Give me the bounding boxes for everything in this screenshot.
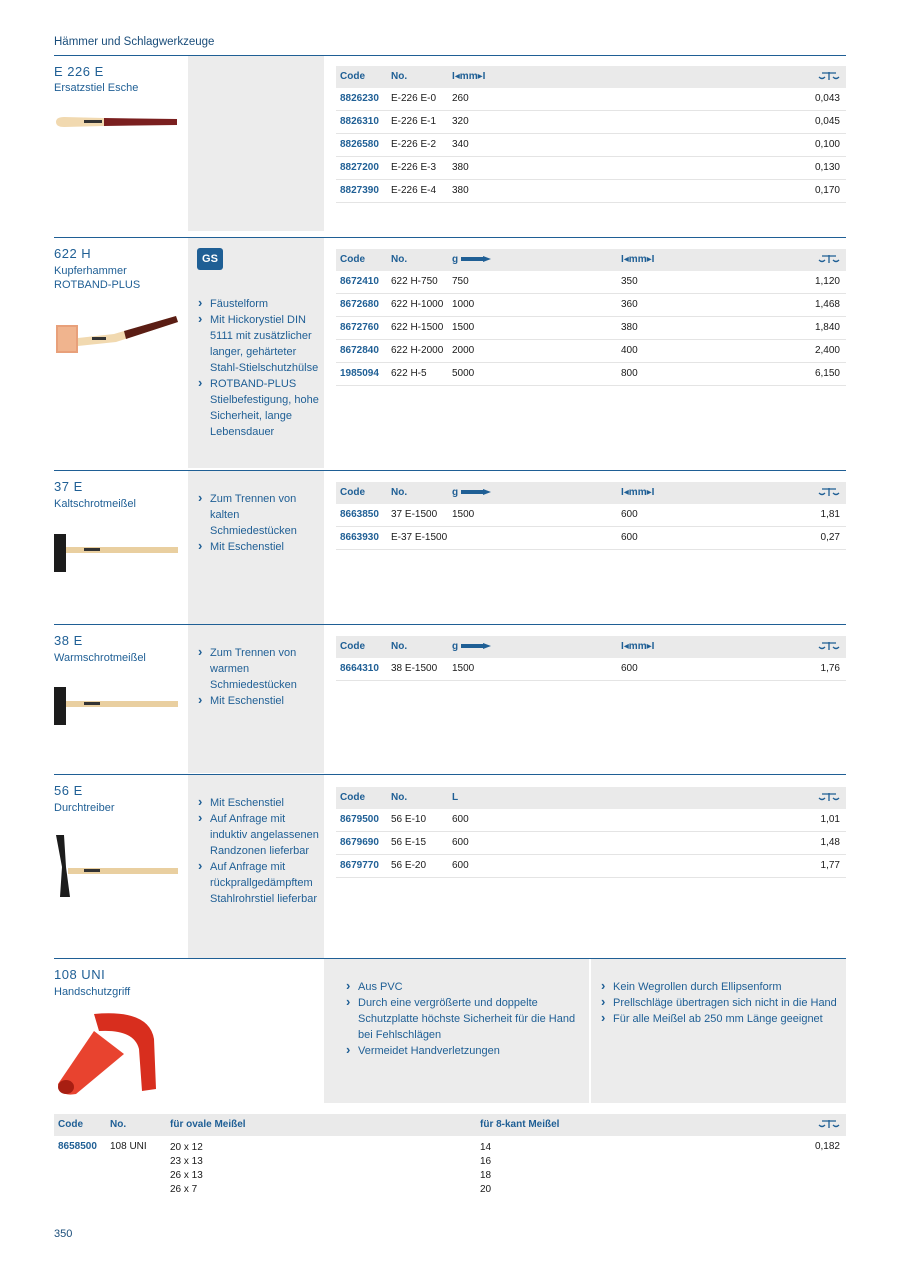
table-row bbox=[336, 271, 846, 294]
table-622h bbox=[336, 249, 846, 386]
cell-code: 8658500 bbox=[58, 1141, 97, 1152]
cell-no: 56 E-10 bbox=[391, 814, 427, 825]
section-title: E 226 E bbox=[54, 64, 104, 79]
col-code: Code bbox=[340, 254, 365, 265]
section-e226 bbox=[54, 55, 846, 231]
table-header bbox=[336, 636, 846, 658]
cell-code: 8826310 bbox=[340, 116, 379, 127]
cell-weight: 0,182 bbox=[814, 1141, 840, 1152]
cell-code: 1985094 bbox=[340, 368, 379, 379]
section-title: 56 E bbox=[54, 783, 83, 798]
feature-item: › Zum Trennen von warmen Schmiedestücken bbox=[198, 645, 323, 693]
chisel-hammer-image bbox=[54, 529, 180, 574]
cell-no: 622 H-750 bbox=[391, 276, 438, 287]
scale-icon bbox=[818, 71, 840, 84]
feature-item: › Für alle Meißel ab 250 mm Länge geeignet bbox=[601, 1011, 841, 1027]
cell-line: 14 bbox=[480, 1142, 492, 1153]
section-subtitle: Kaltschrotmeißel bbox=[54, 498, 136, 510]
cell-no: E-226 E-1 bbox=[391, 116, 437, 127]
cell-l: 600 bbox=[452, 860, 469, 871]
table-row bbox=[336, 88, 846, 111]
col-length: I◂mm▸I bbox=[452, 71, 486, 82]
cell-code: 8672760 bbox=[340, 322, 379, 333]
table-header bbox=[336, 787, 846, 809]
col-code: Code bbox=[340, 792, 365, 803]
feature-item: › Fäustelform bbox=[198, 296, 323, 312]
cell-kg: 1,120 bbox=[814, 276, 840, 287]
col-weight bbox=[452, 641, 491, 652]
col-weight bbox=[452, 487, 491, 498]
section-title: 37 E bbox=[54, 479, 83, 494]
section-108uni bbox=[54, 958, 846, 1203]
col-length: I◂mm▸I bbox=[621, 254, 655, 265]
col-length: I◂mm▸I bbox=[621, 641, 655, 652]
section-subtitle: Ersatzstiel Esche bbox=[54, 82, 139, 94]
section-38e bbox=[54, 624, 846, 773]
feature-item: › Aus PVC bbox=[346, 979, 576, 995]
cell-len: 600 bbox=[621, 532, 638, 543]
feature-item: › Prellschläge übertragen sich nicht in die Hand bbox=[601, 995, 841, 1011]
cell-no: E-37 E-1500 bbox=[391, 532, 448, 543]
cell-kg: 0,170 bbox=[814, 185, 840, 196]
section-subtitle: Handschutzgriff bbox=[54, 986, 131, 998]
cell-code: 8672410 bbox=[340, 276, 379, 287]
cell-code: 8679690 bbox=[340, 837, 379, 848]
feature-list-left bbox=[346, 979, 576, 1059]
cell-len: 600 bbox=[621, 663, 638, 674]
cell-len: 340 bbox=[452, 139, 469, 150]
cell-line: 26 x 7 bbox=[170, 1184, 198, 1195]
table-row bbox=[336, 363, 846, 386]
col-octagon: für 8-kant Meißel bbox=[480, 1119, 560, 1130]
table-header bbox=[336, 249, 846, 271]
cell-code: 8827200 bbox=[340, 162, 379, 173]
col-code: Code bbox=[340, 71, 365, 82]
cell-code: 8679770 bbox=[340, 860, 379, 871]
cell-code: 8826230 bbox=[340, 93, 379, 104]
cell-kg: 0,130 bbox=[814, 162, 840, 173]
table-row bbox=[336, 504, 846, 527]
cell-len: 360 bbox=[621, 299, 638, 310]
section-56e bbox=[54, 774, 846, 959]
cell-len: 380 bbox=[621, 322, 638, 333]
cell-line: 16 bbox=[480, 1156, 492, 1167]
feature-item: › Mit Eschenstiel bbox=[198, 693, 323, 709]
cell-kg: 1,468 bbox=[814, 299, 840, 310]
cell-g: 1500 bbox=[452, 663, 475, 674]
table-37e bbox=[336, 482, 846, 550]
feature-list bbox=[198, 491, 323, 555]
cell-len: 600 bbox=[621, 509, 638, 520]
cell-len: 380 bbox=[452, 185, 469, 196]
table-row bbox=[336, 855, 846, 878]
table-row bbox=[336, 809, 846, 832]
col-weight-label: g bbox=[452, 487, 459, 498]
cell-no: E-226 E-2 bbox=[391, 139, 437, 150]
scale-icon bbox=[818, 641, 840, 654]
section-37e bbox=[54, 470, 846, 624]
cell-code: 8663930 bbox=[340, 532, 379, 543]
cell-line: 20 bbox=[480, 1184, 492, 1195]
cell-len: 320 bbox=[452, 116, 469, 127]
cell-oval bbox=[170, 1141, 203, 1197]
arrow-icon bbox=[461, 643, 491, 649]
col-code: Code bbox=[340, 487, 365, 498]
cell-no: 108 UNI bbox=[110, 1141, 147, 1152]
feature-item: › Auf Anfrage mit rückprallgedämpftem Stahlrohrstiel lieferbar bbox=[198, 859, 323, 907]
feature-item: › Mit Hickorystiel DIN 5111 mit zusätzlicher langer, gehärteter Stahl-Stielschutzhülse bbox=[198, 312, 323, 376]
page-number: 350 bbox=[54, 1228, 73, 1240]
feature-item: › Durch eine vergrößerte und doppelte Schutzplatte höchste Sicherheit für die Hand bei Fehlschlägen bbox=[346, 995, 576, 1043]
col-no: No. bbox=[391, 71, 408, 82]
cell-no: 622 H-1500 bbox=[391, 322, 444, 333]
cell-code: 8663850 bbox=[340, 509, 379, 520]
col-no: No. bbox=[391, 792, 408, 803]
section-subtitle: Warmschrotmeißel bbox=[54, 652, 146, 664]
cell-g: 5000 bbox=[452, 368, 475, 379]
table-e226 bbox=[336, 66, 846, 203]
cell-g: 1000 bbox=[452, 299, 475, 310]
cell-no: 622 H-2000 bbox=[391, 345, 444, 356]
cell-no: 56 E-20 bbox=[391, 860, 427, 871]
col-oval: für ovale Meißel bbox=[170, 1119, 246, 1130]
cell-kg: 1,77 bbox=[820, 860, 840, 871]
col-no: No. bbox=[391, 641, 408, 652]
cell-line: 20 x 12 bbox=[170, 1142, 203, 1153]
arrow-icon bbox=[461, 489, 491, 495]
cell-g: 1500 bbox=[452, 509, 475, 520]
section-subtitle: Durchtreiber bbox=[54, 802, 115, 814]
copper-hammer-image bbox=[54, 308, 179, 363]
gs-badge-icon: GS bbox=[197, 248, 223, 270]
drift-hammer-image bbox=[54, 833, 180, 899]
section-title: 38 E bbox=[54, 633, 83, 648]
cell-len: 350 bbox=[621, 276, 638, 287]
hand-guard-image bbox=[54, 1009, 164, 1099]
cell-line: 26 x 13 bbox=[170, 1170, 203, 1181]
cell-kg: 0,27 bbox=[820, 532, 840, 543]
table-row bbox=[336, 157, 846, 180]
col-weight-label: g bbox=[452, 641, 459, 652]
cell-no: E-226 E-3 bbox=[391, 162, 437, 173]
section-subtitle-2: ROTBAND-PLUS bbox=[54, 279, 141, 291]
scale-icon bbox=[818, 254, 840, 267]
cell-octagon bbox=[480, 1141, 491, 1197]
cell-kg: 1,01 bbox=[820, 814, 840, 825]
table-38e bbox=[336, 636, 846, 681]
feature-item: › Zum Trennen von kalten Schmiedestücken bbox=[198, 491, 323, 539]
feature-list bbox=[198, 296, 323, 440]
cell-no: 622 H-5 bbox=[391, 368, 427, 379]
table-row bbox=[336, 180, 846, 203]
table-row bbox=[336, 658, 846, 681]
cell-code: 8826580 bbox=[340, 139, 379, 150]
cell-l: 600 bbox=[452, 837, 469, 848]
handle-image bbox=[54, 114, 179, 130]
scale-icon bbox=[818, 1119, 840, 1132]
cell-kg: 0,045 bbox=[814, 116, 840, 127]
cell-no: E-226 E-0 bbox=[391, 93, 437, 104]
cell-code: 8672840 bbox=[340, 345, 379, 356]
cell-len: 380 bbox=[452, 162, 469, 173]
table-header bbox=[336, 482, 846, 504]
cell-no: 38 E-1500 bbox=[391, 663, 438, 674]
cell-kg: 1,76 bbox=[820, 663, 840, 674]
table-row bbox=[336, 317, 846, 340]
cell-g: 750 bbox=[452, 276, 469, 287]
col-no: No. bbox=[110, 1119, 127, 1130]
col-code: Code bbox=[58, 1119, 83, 1130]
col-l: L bbox=[452, 792, 459, 803]
table-row bbox=[336, 832, 846, 855]
table-header bbox=[336, 66, 846, 88]
feature-item: › Mit Eschenstiel bbox=[198, 795, 323, 811]
cell-kg: 6,150 bbox=[814, 368, 840, 379]
col-no: No. bbox=[391, 487, 408, 498]
table-row bbox=[336, 294, 846, 317]
arrow-icon bbox=[461, 256, 491, 262]
cell-code: 8827390 bbox=[340, 185, 379, 196]
feature-list-right bbox=[601, 979, 841, 1027]
cell-kg: 1,48 bbox=[820, 837, 840, 848]
section-622h bbox=[54, 237, 846, 468]
section-title: 108 UNI bbox=[54, 967, 106, 982]
cell-no: 622 H-1000 bbox=[391, 299, 444, 310]
table-row bbox=[336, 111, 846, 134]
cell-no: 56 E-15 bbox=[391, 837, 427, 848]
feature-item: › Auf Anfrage mit induktiv angelassenen Randzonen lieferbar bbox=[198, 811, 323, 859]
col-no: No. bbox=[391, 254, 408, 265]
cell-g: 2000 bbox=[452, 345, 475, 356]
col-weight-label: g bbox=[452, 254, 459, 265]
cell-no: E-226 E-4 bbox=[391, 185, 437, 196]
cell-code: 8672680 bbox=[340, 299, 379, 310]
cell-code: 8664310 bbox=[340, 663, 379, 674]
table-row bbox=[336, 340, 846, 363]
col-length: I◂mm▸I bbox=[621, 487, 655, 498]
feature-item: › Vermeidet Handverletzungen bbox=[346, 1043, 576, 1059]
table-header bbox=[54, 1114, 846, 1136]
cell-len: 800 bbox=[621, 368, 638, 379]
cell-l: 600 bbox=[452, 814, 469, 825]
table-row bbox=[336, 527, 846, 550]
section-subtitle-1: Kupferhammer bbox=[54, 265, 127, 277]
feature-item: › ROTBAND-PLUS Stielbefestigung, hohe Sicherheit, lange Lebensdauer bbox=[198, 376, 323, 440]
feature-list bbox=[198, 795, 323, 907]
cell-line: 23 x 13 bbox=[170, 1156, 203, 1167]
table-56e bbox=[336, 787, 846, 878]
table-row bbox=[336, 134, 846, 157]
feature-panel bbox=[188, 56, 324, 231]
cell-kg: 0,043 bbox=[814, 93, 840, 104]
page-header: Hämmer und Schlagwerkzeuge bbox=[54, 36, 215, 48]
cell-code: 8679500 bbox=[340, 814, 379, 825]
col-code: Code bbox=[340, 641, 365, 652]
table-108uni bbox=[54, 1114, 846, 1200]
feature-item: › Kein Wegrollen durch Ellipsenform bbox=[601, 979, 841, 995]
scale-icon bbox=[818, 487, 840, 500]
scale-icon bbox=[818, 792, 840, 805]
chisel-hammer-image bbox=[54, 685, 180, 727]
feature-item: › Mit Eschenstiel bbox=[198, 539, 323, 555]
cell-kg: 1,81 bbox=[820, 509, 840, 520]
section-title: 622 H bbox=[54, 246, 92, 261]
table-row bbox=[54, 1136, 846, 1200]
cell-line: 18 bbox=[480, 1170, 492, 1181]
cell-kg: 1,840 bbox=[814, 322, 840, 333]
cell-no: 37 E-1500 bbox=[391, 509, 438, 520]
cell-len: 400 bbox=[621, 345, 638, 356]
cell-kg: 0,100 bbox=[814, 139, 840, 150]
cell-kg: 2,400 bbox=[814, 345, 840, 356]
cell-len: 260 bbox=[452, 93, 469, 104]
col-weight bbox=[452, 254, 491, 265]
cell-g: 1500 bbox=[452, 322, 475, 333]
feature-list bbox=[198, 645, 323, 709]
